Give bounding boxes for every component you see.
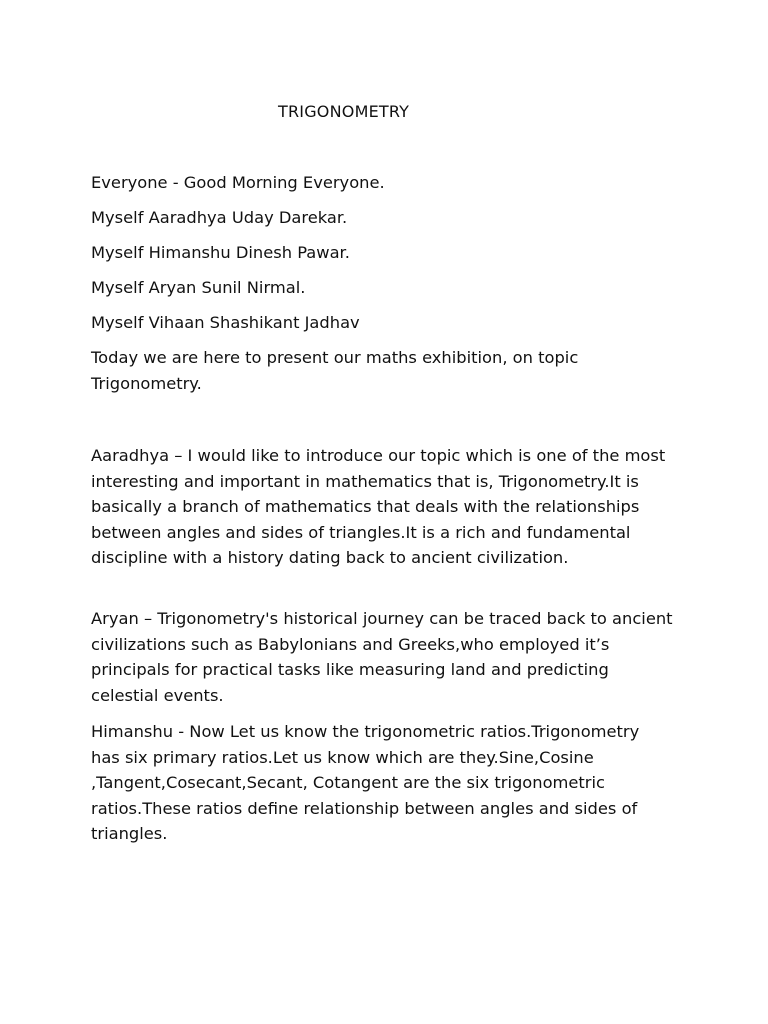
intro-line-greeting: Everyone - Good Morning Everyone. [91,173,385,192]
intro-line-himanshu: Myself Himanshu Dinesh Pawar. [91,243,350,262]
intro-line-aaradhya: Myself Aaradhya Uday Darekar. [91,208,348,227]
paragraph-himanshu: Himanshu - Now Let us know the trigonometric ratios.Trigonometry has six primary ratios.Let us know which are they.Sine,Cosine ,Tangent,Cosecant,Secant, Cotangent are the six trigonometric ratios.These ratios define relationship between angles and sides of triangles. [91,722,640,844]
paragraph-aryan: Aryan – Trigonometry's historical journey can be traced back to ancient civilizations such as Babylonians and Greeks,who employed it’s principals for practical tasks like measuring land and predicting celestial events. [91,609,673,705]
purpose-paragraph: Today we are here to present our maths exhibition, on topic Trigonometry. [91,348,579,393]
paragraph-aaradhya: Aaradhya – I would like to introduce our topic which is one of the most interesting and important in mathematics that is, Trigonometry.It is basically a branch of mathematics that deals with the relationships between angles and sides of triangles.It is a rich and fundamental discipline with a history dating back to ancient civilization. [91,446,666,568]
intro-line-vihaan: Myself Vihaan Shashikant Jadhav [91,313,360,332]
intro-line-aryan: Myself Aryan Sunil Nirmal. [91,278,306,297]
document-title: TRIGONOMETRY [278,102,410,121]
